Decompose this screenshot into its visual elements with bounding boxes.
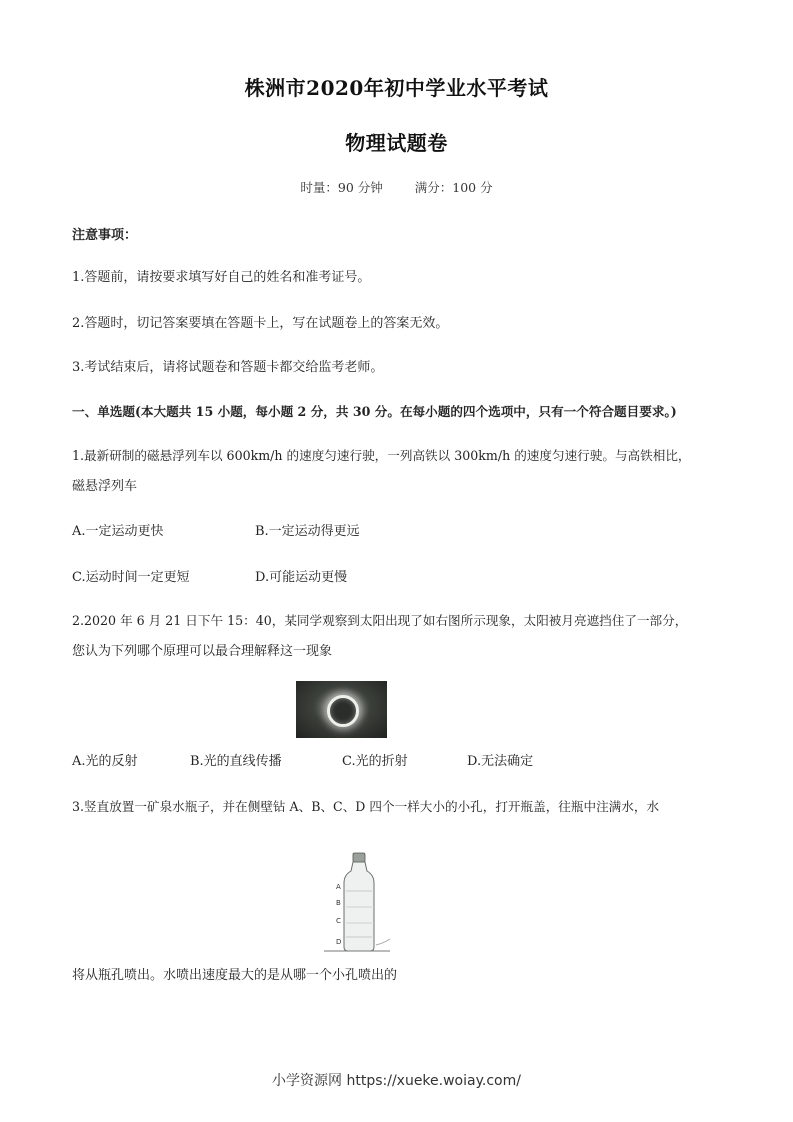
exam-title: 株洲市2020年初中学业水平考试 <box>244 76 549 100</box>
hole-label-a: A <box>336 883 341 891</box>
bottle-drawing <box>322 851 392 957</box>
eclipse-sun-ring <box>327 695 359 727</box>
q2-option-a: A.光的反射 <box>72 754 138 769</box>
q1-option-a: A.一定运动更快 <box>72 524 164 539</box>
section-heading: 一、单选题(本大题共 15 小题，每小题 2 分，共 30 分。在每小题的四个选项中，只有一个符合题目要求。) <box>72 404 677 419</box>
q2-text-line2: 您认为下列哪个原理可以最合理解释这一现象 <box>72 644 333 659</box>
exam-time: 时量：90 分钟 <box>300 180 383 195</box>
q2-option-c: C.光的折射 <box>342 754 408 769</box>
notes-heading: 注意事项： <box>72 228 138 243</box>
notes-item: 3.考试结束后，请将试题卷和答题卡都交给监考老师。 <box>72 360 384 375</box>
q2-text-line1: 2.2020 年 6 月 21 日下午 15：40，某同学观察到太阳出现了如右图所示现象，太阳被月亮遮挡住了一部分， <box>72 613 688 628</box>
q1-text-line1: 1.最新研制的磁悬浮列车以 600km/h 的速度匀速行驶，一列高铁以 300km/h 的速度匀速行驶。与高铁相比， <box>72 448 691 463</box>
hole-label-d: D <box>336 938 342 946</box>
q2-option-d: D.无法确定 <box>467 754 534 769</box>
notes-item: 2.答题时，切记答案要填在答题卡上，写在试题卷上的答案无效。 <box>72 316 449 331</box>
exam-score: 满分：100 分 <box>414 180 493 195</box>
q1-option-c: C.运动时间一定更短 <box>72 570 190 585</box>
q3-text-line1: 3.竖直放置一矿泉水瓶子，并在侧壁钻 A、B、C、D 四个一样大小的小孔，打开瓶盖，往瓶中注满水，水 <box>72 799 660 814</box>
paper-subtitle: 物理试题卷 <box>345 131 448 155</box>
eclipse-photo <box>296 681 387 738</box>
notes-item: 1.答题前，请按要求填写好自己的姓名和准考证号。 <box>72 270 371 285</box>
q1-option-b: B.一定运动得更远 <box>255 524 360 539</box>
hole-label-b: B <box>336 899 341 907</box>
q1-text-line2: 磁悬浮列车 <box>72 479 138 494</box>
q2-option-b: B.光的直线传播 <box>190 754 282 769</box>
footer-watermark: 小学资源网 https://xueke.woiay.com/ <box>272 1073 521 1089</box>
bottle-figure <box>322 851 392 957</box>
q3-text-line2: 将从瓶孔喷出。水喷出速度最大的是从哪一个小孔喷出的 <box>72 968 398 983</box>
q1-option-d: D.可能运动更慢 <box>255 570 348 585</box>
hole-label-c: C <box>336 917 341 925</box>
exam-info <box>0 178 793 196</box>
